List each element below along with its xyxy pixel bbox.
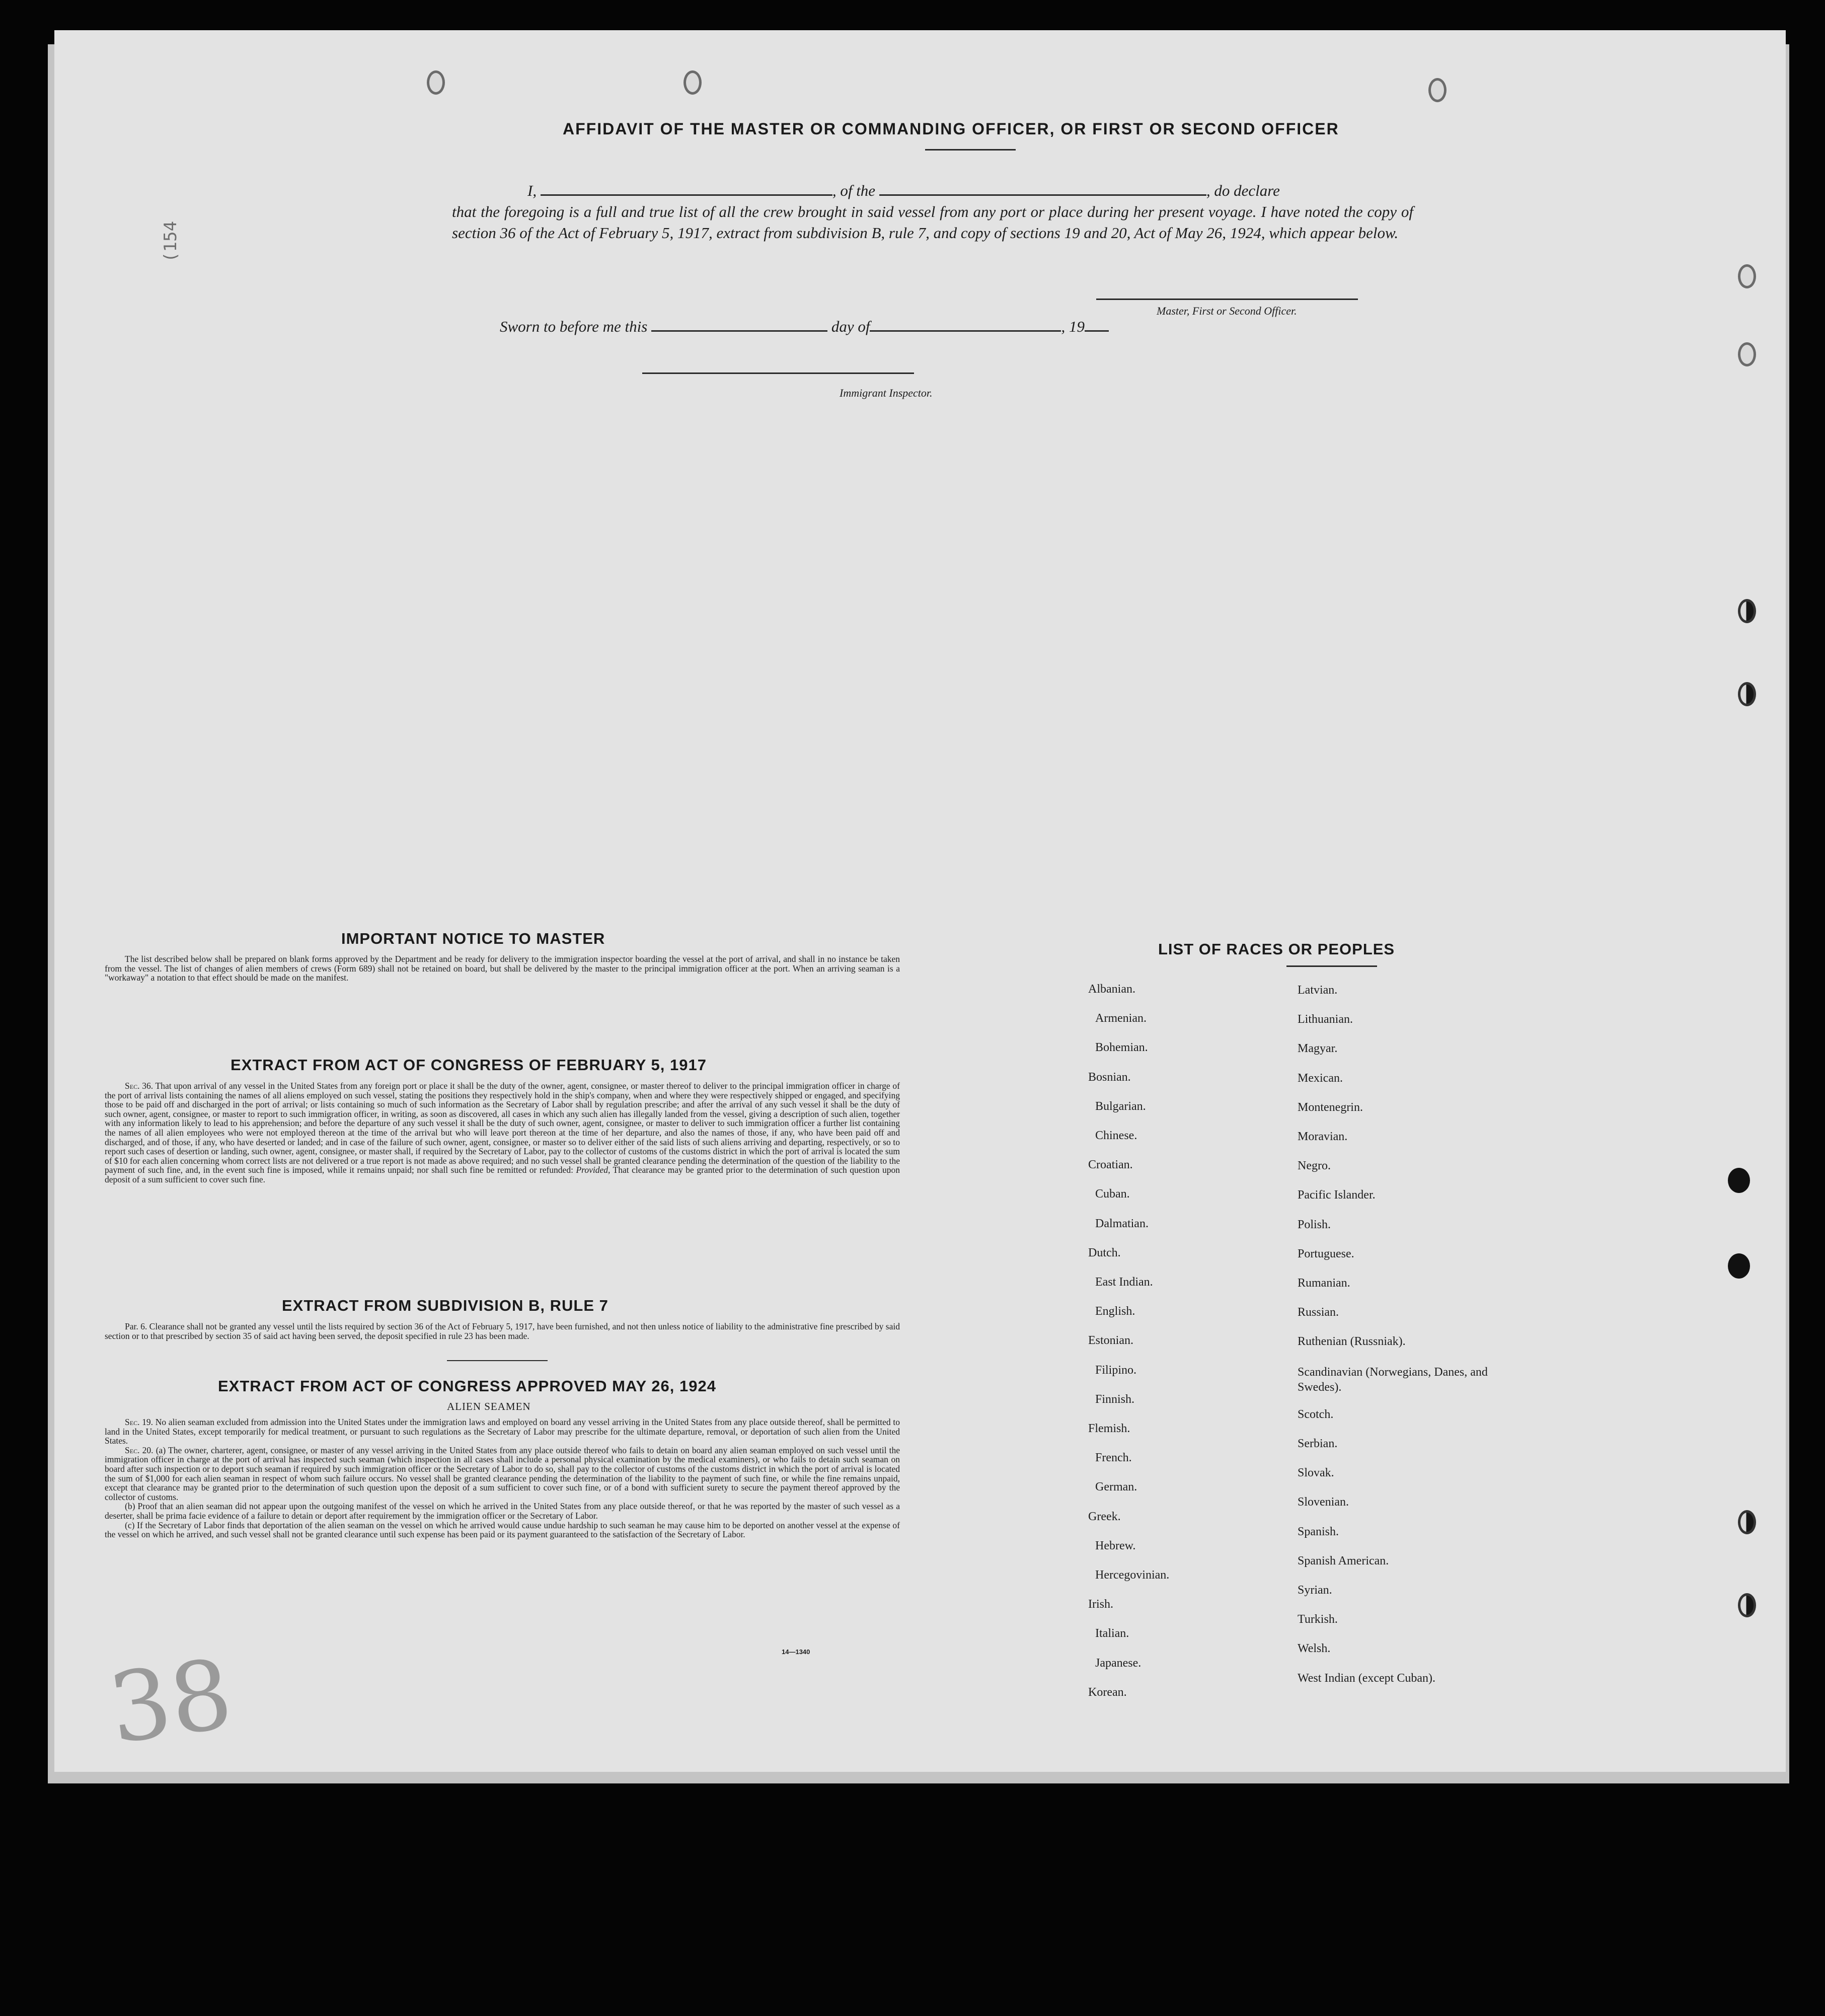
race-item: Bulgarian. [1095, 1099, 1146, 1113]
race-item: Lithuanian. [1298, 1013, 1353, 1026]
inspector-label: Immigrant Inspector. [840, 387, 933, 399]
inspector-signature-line[interactable] [642, 372, 914, 374]
race-item: Welsh. [1298, 1642, 1331, 1656]
race-item: Moravian. [1298, 1130, 1348, 1143]
race-item: Croatian. [1088, 1158, 1133, 1172]
notice-title: IMPORTANT NOTICE TO MASTER [341, 930, 605, 947]
race-item: Mexican. [1298, 1071, 1343, 1085]
race-item: Polish. [1298, 1218, 1331, 1231]
vessel-name-blank[interactable] [879, 182, 1206, 196]
notice-text [105, 954, 900, 983]
affidavit-title-rule [925, 149, 1016, 151]
extract-1917-text [105, 1081, 900, 1184]
sec-20b-text: (b) Proof that an alien seaman did not appear upon the outgoing manifest of the vessel on which he arrived in the United States from any place outside thereof, or that he was reported by the master of such vessel as a deserter, shall be prima facie evidence of a failure to detain or deport after requirement by the immigration officer or the Secretary of Labor. [105, 1501, 900, 1521]
extract-1924-title: EXTRACT FROM ACT OF CONGRESS APPROVED MAY 26, 1924 [218, 1377, 716, 1395]
race-item: Irish. [1088, 1598, 1113, 1611]
race-item: Slovak. [1298, 1466, 1334, 1480]
provided-word: Provided, [576, 1165, 611, 1175]
master-signature-label: Master, First or Second Officer. [1157, 305, 1297, 317]
race-item: Latvian. [1298, 984, 1338, 997]
race-item: Greek. [1088, 1510, 1121, 1523]
extract-rule7-text [105, 1322, 900, 1340]
race-item: Syrian. [1298, 1584, 1332, 1597]
manifest-page [54, 30, 1786, 1772]
punch-hole [1738, 682, 1756, 706]
sec-19-label: Sec. 19. [125, 1417, 154, 1427]
race-item: French. [1095, 1451, 1132, 1465]
affidavit-title: AFFIDAVIT OF THE MASTER OR COMMANDING OFFICER, OR FIRST OR SECOND OFFICER [563, 120, 1339, 138]
race-item: Bosnian. [1088, 1070, 1131, 1084]
race-item: Slovenian. [1298, 1496, 1349, 1509]
race-item: Korean. [1088, 1685, 1127, 1699]
races-title: LIST OF RACES OR PEOPLES [1158, 940, 1395, 958]
punch-hole [1738, 264, 1756, 288]
race-item: Albanian. [1088, 983, 1135, 996]
race-item: Montenegrin. [1298, 1100, 1363, 1114]
sworn-line [500, 316, 1109, 337]
extract-rule7-title: EXTRACT FROM SUBDIVISION B, RULE 7 [282, 1297, 609, 1314]
sec-36-label: Sec. 36. [125, 1081, 154, 1091]
sec-19-text: No alien seaman excluded from admission into the United States under the immigration laws and employed on board any vessel arriving in the United States from any place outside thereof, shall be permitted to land in the United States, except temporarily for medical treatment, or pursuant to such regulations as the Secretary of Labor may prescribe for the ultimate departure, removal, or deportation of such alien from the United States. [105, 1417, 900, 1446]
par-6-text: Par. 6. Clearance shall not be granted any vessel until the lists required by section 36 of the Act of February 5, 1917, have been furnished, and not then unless notice of liability to the administrative fine prescribed by said section or to that prescribed by section 35 of said act having been served, the deposit specified in rule 23 has been made. [105, 1321, 900, 1341]
punch-hole [1728, 1253, 1750, 1279]
race-item: Spanish. [1298, 1525, 1339, 1538]
sworn-text: Sworn to before me this [500, 318, 648, 335]
sec-20c-text: (c) If the Secretary of Labor finds that deportation of the alien seaman on the vessel on which he arrived would cause undue hardship to such seaman he may cause him to be deported on another vessel at the expense of the vessel on which he arrived, and such vessel shall not be granted clearance until such expense has been paid or its payment guaranteed to the satisfaction of the Secretary of Labor. [105, 1520, 900, 1540]
race-item: Turkish. [1298, 1613, 1338, 1626]
race-item: East Indian. [1095, 1276, 1153, 1289]
race-item: Flemish. [1088, 1422, 1130, 1435]
race-item: Finnish. [1095, 1392, 1135, 1406]
race-item: Cuban. [1095, 1187, 1130, 1201]
race-item: Hercegovinian. [1095, 1569, 1170, 1582]
race-item: Armenian. [1095, 1012, 1147, 1025]
day-of-text: day of [831, 318, 870, 335]
affidavit-line-1 [477, 180, 1464, 201]
form-number: 14—1340 [782, 1648, 810, 1656]
race-item: West Indian (except Cuban). [1298, 1671, 1435, 1685]
race-item: Portuguese. [1298, 1247, 1354, 1260]
pencil-mark: 38 [102, 1638, 239, 1765]
race-item: Russian. [1298, 1306, 1339, 1319]
race-item: Italian. [1095, 1627, 1129, 1640]
race-item: Dalmatian. [1095, 1217, 1149, 1230]
race-item: Ruthenian (Russniak). [1298, 1335, 1406, 1349]
race-item: Negro. [1298, 1159, 1331, 1173]
punch-hole [1728, 1168, 1750, 1193]
race-item: German. [1095, 1480, 1137, 1494]
master-signature-line[interactable] [1096, 298, 1358, 300]
race-item: Bohemian. [1095, 1041, 1148, 1055]
sec-36-text-end: That clearance may be granted prior to the determination of such question upon deposit of a sum sufficient to cover such fine. [105, 1165, 900, 1184]
sworn-day-blank[interactable] [651, 318, 827, 332]
sworn-month-blank[interactable] [870, 318, 1061, 332]
race-item: Rumanian. [1298, 1277, 1350, 1290]
alien-seamen-subtitle: ALIEN SEAMEN [447, 1400, 531, 1412]
race-item: Filipino. [1095, 1363, 1137, 1377]
sec-20a-text: (a) The owner, charterer, agent, consignee, or master of any vessel arriving in the United States from any place outside thereof who fails to detain on board any alien seaman employed on such vessel until the immigration officer in charge at the port of arrival has inspected such seaman (which inspection in all cases shall include a personal physical examination by the medical examiners), or who fails to detain such seaman on board after such inspection or to deport such seaman if required by such immigration officer or the Secretary of Labor to do so, shall pay to the collector of customs of the customs district in which the port of arrival is located the sum of $1,000 for each alien seaman in respect of whom such failure occurs. No vessel shall be granted clearance pending the determination of the liability to the payment of such fine, or while the fine remains unpaid, except that clearance may be granted prior to the determination of such question upon the deposit of a sum sufficient to cover such fine, or of a bond with sufficient surety to secure the payment thereof approved by the collector of customs. [105, 1445, 900, 1502]
race-item: Hebrew. [1095, 1539, 1136, 1552]
sec-36-text: That upon arrival of any vessel in the United States from any foreign port or place it shall be the duty of the owner, agent, consignee, or master thereof to deliver to the principal immigration officer in charge of the port of arrival lists containing the names of all aliens employed on such vessel, stating the positions they respectively hold in the ship's company, when and where they were respectively shipped or engaged, and specifying those to be paid off and discharged in the port of arrival; or lists containing so much of such information as the Secretary of Labor shall by regulation prescribe; and after the arrival of any such vessel it shall be the duty of such owner, agent, consignee, or master to report to such immigration officer, in writing, as soon as discovered, all cases in which any such alien has illegally landed from the vessel, giving a description of such alien, together with any information likely to lead to his apprehension; and before the departure of any such vessel it shall be the duty of such owner, agent, consignee, or master to deliver to such immigration officer a further list containing the names of all alien employees who were not employed thereon at the time of the arrival but who will leave port thereon at the time of her departure, and also the names of those, if any, who have been paid off and discharged, and of those, if any, who have deserted or landed; and in case of the failure of such owner, agent, consignee, or master so to deliver either of the said lists of such aliens arriving and departing, respectively, or so to report such cases of desertion or landing, such owner, agent, consignee, or master shall, if required by the Secretary of Labor, pay to the collector of customs of the customs district in which the port of arrival is located the sum of $10 for each alien concerning whom correct lists are not delivered or a true report is not made as above required; and no such vessel shall be granted clearance pending the determination of the question of the liability to the payment of such fine, and, in the event such fine is imposed, while it remains unpaid; nor shall such fine be remitted or refunded: [105, 1081, 900, 1175]
race-item: Pacific Islander. [1298, 1188, 1376, 1202]
year-prefix: , 19 [1061, 318, 1085, 335]
race-item: Magyar. [1298, 1042, 1338, 1056]
master-name-blank[interactable] [541, 182, 832, 196]
affidavit-i: I, [527, 182, 537, 199]
punch-hole [683, 70, 702, 95]
extract-1924-text [105, 1417, 900, 1539]
race-item: Scandinavian (Norwegians, Danes, and Swedes). [1298, 1365, 1488, 1394]
sec-20-label: Sec. 20. [125, 1445, 154, 1455]
extract-1917-title: EXTRACT FROM ACT OF CONGRESS OF FEBRUARY 5, 1917 [231, 1056, 707, 1074]
races-title-rule [1286, 965, 1377, 967]
handwritten-margin-number: (154 [160, 221, 181, 262]
affidavit-do-declare: , do declare [1206, 182, 1280, 199]
affidavit-body: that the foregoing is a full and true list of all the crew brought in said vessel from any port or place during her present voyage. I have noted the copy of section 36 of the Act of February 5, 1917, extract from subdivision B, rule 7, and copy of sections 19 and 20, Act of May 26, 1924, which appear below. [452, 203, 1413, 242]
affidavit-of-the: , of the [832, 182, 876, 199]
race-item: Dutch. [1088, 1246, 1121, 1259]
punch-hole [1738, 1593, 1756, 1617]
notice-paragraph: The list described below shall be prepared on blank forms approved by the Department and be ready for delivery to the immigration inspector boarding the vessel at the port of arrival, and shall in no instance be taken from the vessel. The list of changes of alien members of crews (Form 689) shall not be retained on board, but shall be delivered by the master to the principal immigration officer at the port. When an arriving seaman is a "workaway" a notation to that effect should be made on the manifest. [105, 954, 900, 983]
race-item: Chinese. [1095, 1129, 1137, 1142]
sworn-year-blank[interactable] [1085, 318, 1109, 332]
race-item: Spanish American. [1298, 1554, 1389, 1567]
punch-hole [1738, 342, 1756, 366]
race-item: Estonian. [1088, 1334, 1133, 1348]
race-item: Serbian. [1298, 1437, 1338, 1450]
punch-hole [1428, 78, 1447, 102]
section-rule [447, 1360, 548, 1361]
punch-hole [1738, 599, 1756, 623]
race-item: English. [1095, 1305, 1135, 1318]
race-item: Scotch. [1298, 1407, 1334, 1421]
punch-hole [1738, 1510, 1756, 1534]
race-item: Japanese. [1095, 1656, 1142, 1670]
punch-hole [427, 70, 445, 95]
